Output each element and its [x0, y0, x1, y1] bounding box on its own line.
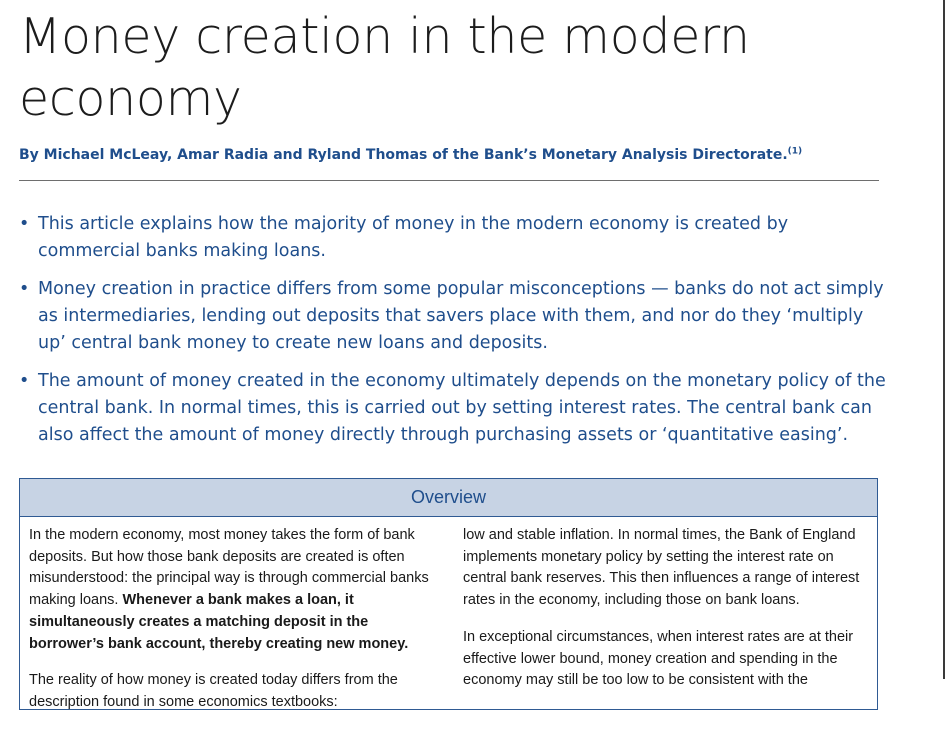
key-point-text: The amount of money created in the economy ultimately depends on the monetary policy of the central bank. In normal times, this is carried out by setting interest rates. The central bank can also affect the amount of money directly through purchasing assets or ‘quantitative easing’.: [38, 371, 886, 445]
overview-paragraph: In exceptional circumstances, when interest rates are at their effective lower bound, money creation and spending in the economy may still be too low to be consistent with the: [463, 628, 854, 689]
title-line-2: economy: [19, 70, 242, 127]
page-edge: [943, 0, 945, 679]
overview-heading: Overview: [20, 479, 877, 517]
bullet-icon: •: [19, 371, 30, 391]
bullet-icon: •: [19, 214, 30, 234]
byline-text: By Michael McLeay, Amar Radia and Ryland Thomas of the Bank’s Monetary Analysis Directorate.: [19, 147, 788, 163]
paragraph-text: In the modern economy, most money takes the form of bank deposits. But how those bank deposits are created is often misunderstood: the principal way is through commercial banks making loans.: [29, 527, 429, 609]
byline: [19, 144, 899, 166]
key-point-text: Money creation in practice differs from some popular misconceptions — banks do not act simply as intermediaries, lending out deposits that savers place with them, and nor do they ‘multiply up’ central bank money to create new loans and deposits.: [38, 279, 884, 353]
key-point: [19, 368, 889, 449]
overview-paragraph: [29, 525, 444, 655]
key-point: [19, 276, 889, 357]
title-line-1: Money creation in the modern: [19, 8, 750, 65]
key-point-text: This article explains how the majority of money in the modern economy is created by commercial banks making loans.: [38, 214, 789, 261]
overview-box: [19, 478, 878, 710]
key-point: [19, 211, 889, 265]
article-title: [19, 6, 879, 130]
footnote-marker: (1): [787, 146, 803, 157]
paragraph-bold-text: Whenever a bank makes a loan, it simultaneously creates a matching deposit in the borrower’s bank account, thereby creating new money.: [29, 592, 409, 652]
bullet-icon: •: [19, 279, 30, 299]
overview-paragraph: low and stable inflation. In normal times, the Bank of England implements monetary policy by setting the interest rate on central bank reserves. This then influences a range of interest rates in the economy, including those on bank loans.: [463, 527, 860, 609]
title-divider: [19, 180, 879, 181]
key-points-list: [19, 211, 889, 460]
overview-column-right: [463, 525, 875, 707]
overview-paragraph: The reality of how money is created today differs from the description found in some economics textbooks:: [29, 672, 398, 710]
overview-column-left: [29, 525, 444, 729]
